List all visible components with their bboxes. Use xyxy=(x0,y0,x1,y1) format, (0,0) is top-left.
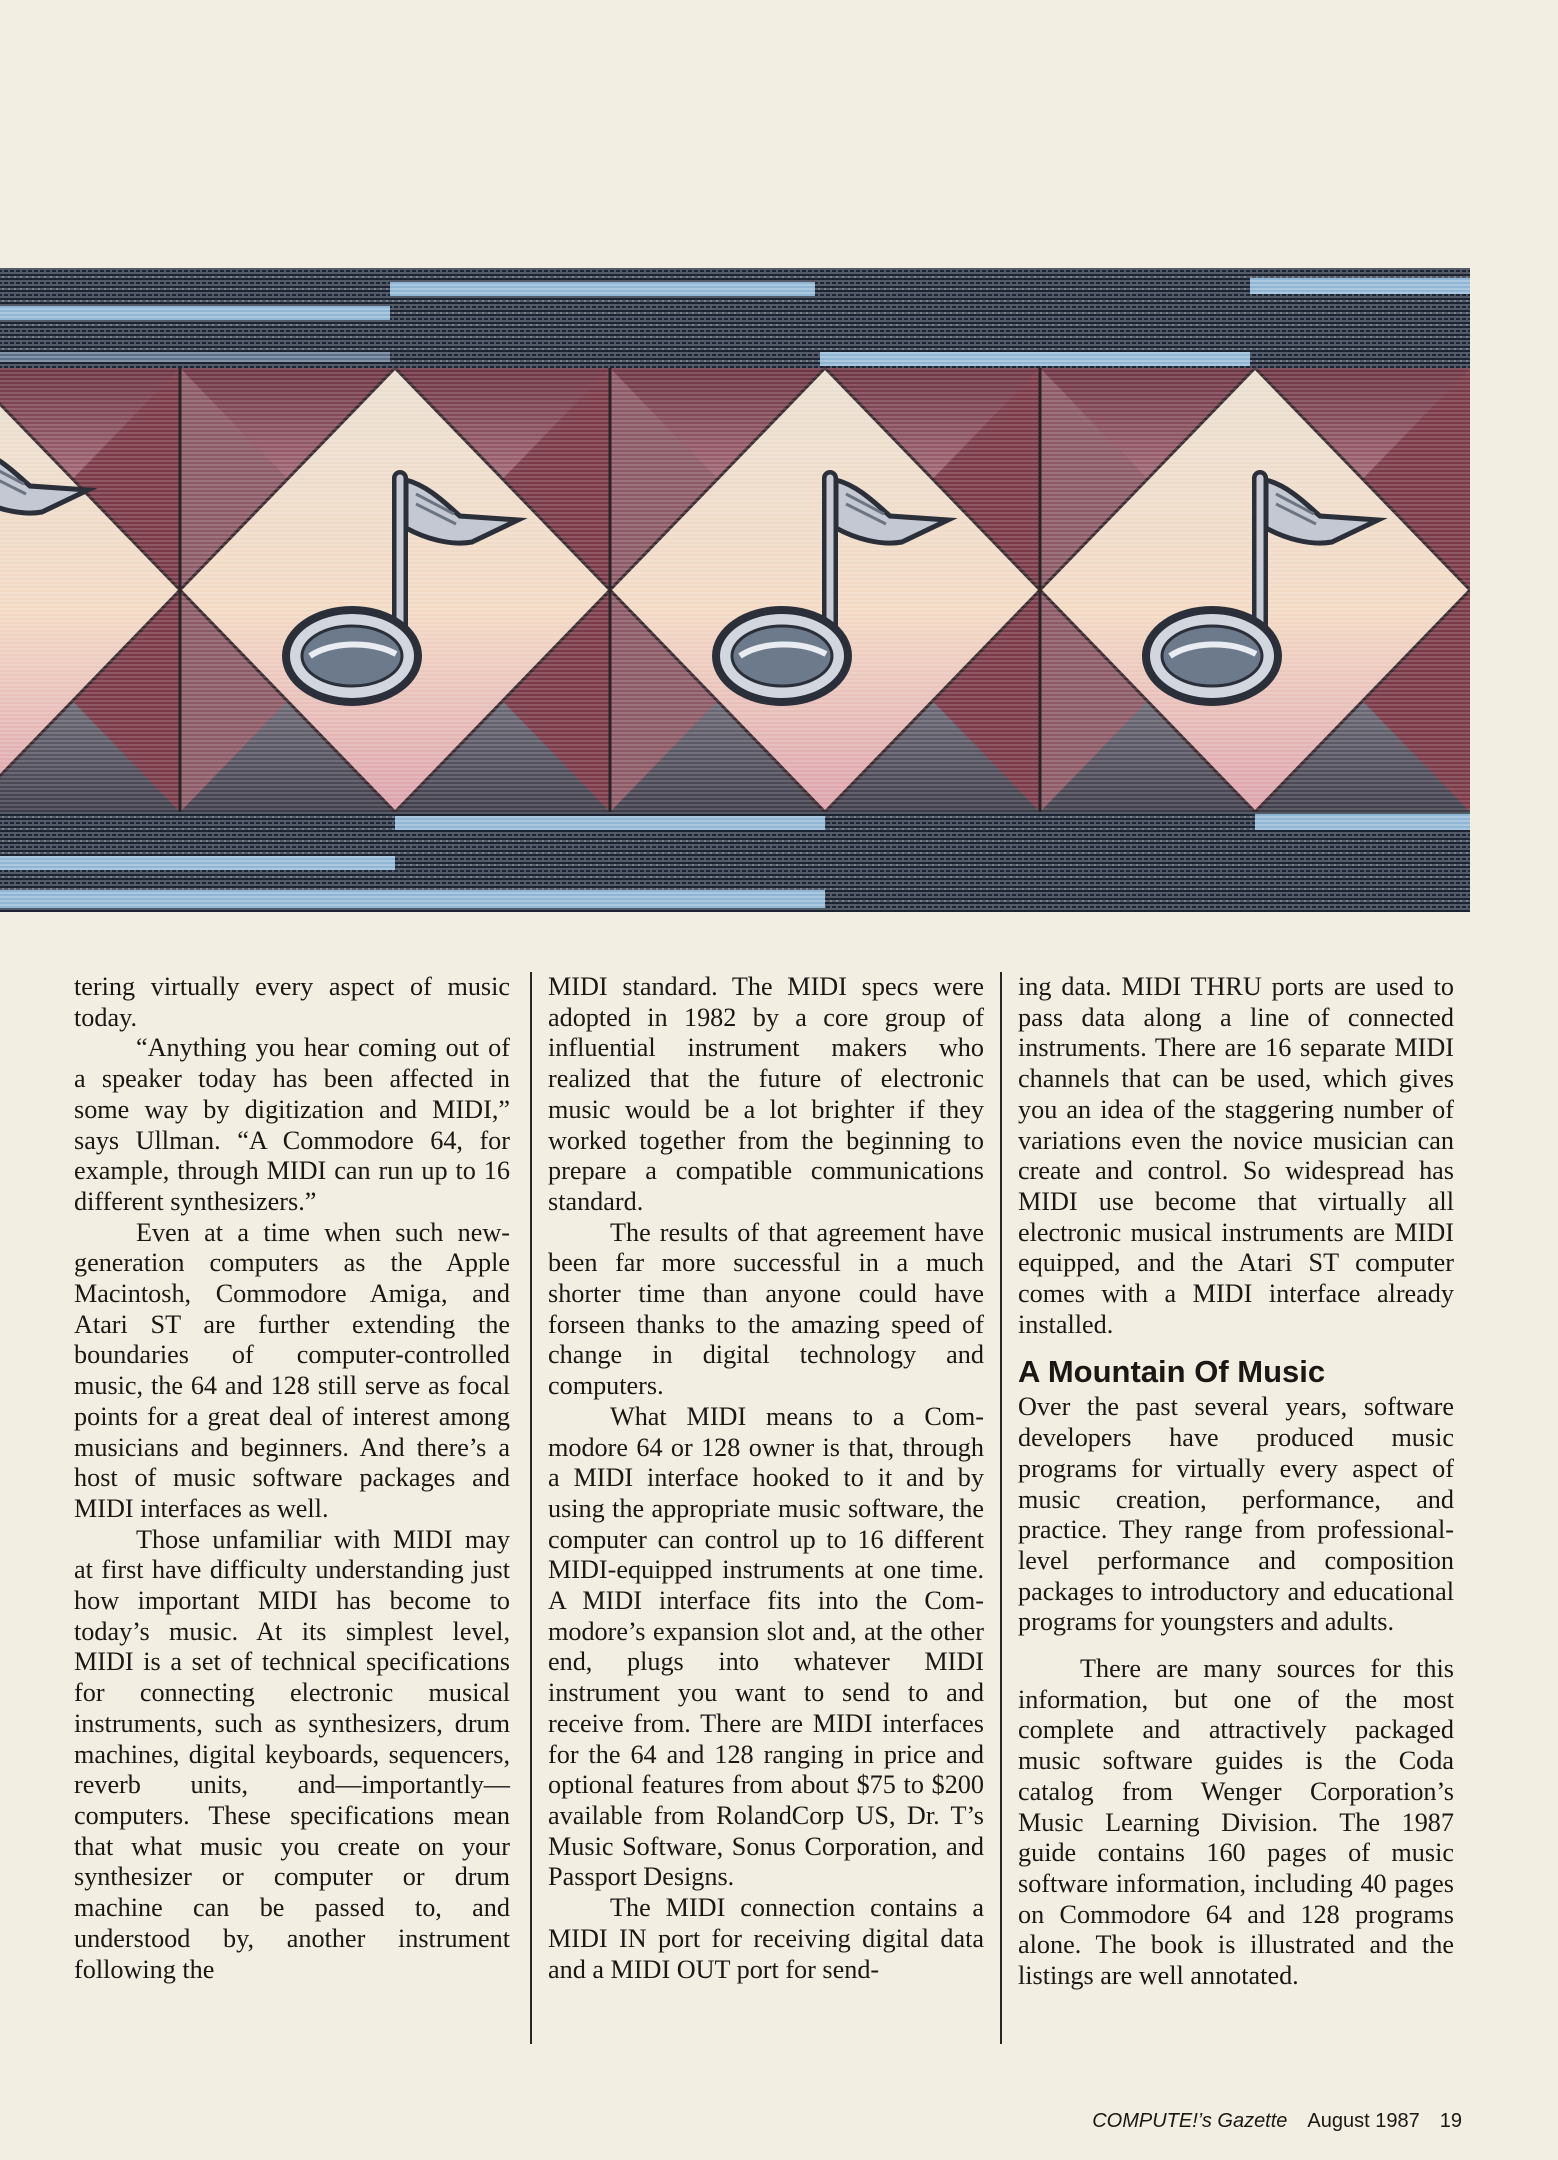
column-divider xyxy=(1000,972,1002,2044)
page-number: 19 xyxy=(1439,2110,1462,2132)
paragraph: MIDI standard. The MIDI specs were adopted in 1982 by a core group of influential instrument makers who realized that the future of electronic music would be a lot brighter if they worked together from the beginning to prepare a compatible communications standard. xyxy=(548,972,984,1216)
paragraph: The results of that agreement have been far more successful in a much shorter time than anyone could have forseen thanks to the amazing speed of change in digital technology and computers. xyxy=(548,1217,984,1401)
issue-date: August 1987 xyxy=(1307,2110,1420,2132)
article-column-3 xyxy=(1018,972,1454,1992)
page-footer xyxy=(1092,2110,1462,2133)
paragraph: The MIDI connection contains a MIDI IN port for receiving digital data and a MIDI OUT port for send- xyxy=(548,1893,984,1984)
paragraph: Those unfamiliar with MIDI may at first have difficulty understanding just how important MIDI has become to today’s music. At its simplest level, MIDI is a set of technical specifications for connecting electronic musical instruments, such as synthesizers, drum machines, digital keyboards, sequencers, reverb units, and—importantly—computers. These specifications mean that what music you create on your synthesizer or computer or drum machine can be passed to, and understood by, another instrument following the xyxy=(74,1524,510,1984)
paragraph: tering virtually every aspect of music today. xyxy=(74,972,510,1032)
paragraph: Even at a time when such new-generation computers as the Apple Macintosh, Commodore Amiga, and Atari ST are further extending the boundaries of computer-controlled music, the 64 and 128 still serve as focal points for a great deal of interest among musicians and beginners. And there’s a host of music software packages and MIDI interfaces as well. xyxy=(74,1217,510,1523)
paragraph: ing data. MIDI THRU ports are used to pass data along a line of connected instruments. There are 16 separate MIDI channels that can be used, which gives you an idea of the staggering number of variations even the novice musician can create and control. So widespread has MIDI use become that virtually all electronic musical instruments are MIDI equipped, and the Atari ST computer comes with a MIDI interface already installed. xyxy=(1018,972,1454,1339)
publication-name: COMPUTE!’s Gazette xyxy=(1092,2110,1288,2132)
paragraph: “Anything you hear coming out of a speaker today has been affected in some way by digitization and MIDI,” says Ullman. “A Commodore 64, for example, through MIDI can run up to 16 different synthesizers.” xyxy=(74,1033,510,1216)
column-divider xyxy=(530,972,532,2044)
article-column-2 xyxy=(548,972,984,1985)
music-note-banner-illustration xyxy=(0,268,1470,912)
article-column-1 xyxy=(74,972,510,1985)
paragraph: There are many sources for this information, but one of the most complete and attractively packaged music software guides is the Coda catalog from Wenger Corporation’s Music Learning Division. The 1987 guide contains 160 pages of music software information, including 40 pages on Commodore 64 and 128 programs alone. The book is illustrated and the listings are well annotated. xyxy=(1018,1654,1454,1991)
paragraph: What MIDI means to a Commodore 64 or 128 owner is that, through a MIDI interface hooked to it and by using the appropriate music software, the computer can control up to 16 different MIDI-equipped instruments at one time. A MIDI interface fits into the Commodore’s expansion slot and, at the other end, plugs into whatever MIDI instrument you want to send to and receive from. There are MIDI interfaces for the 64 and 128 ranging in price and optional features from about $75 to $200 available from RolandCorp US, Dr. T’s Music Software, Sonus Corporation, and Passport Designs. xyxy=(548,1401,984,1892)
section-heading: A Mountain Of Music xyxy=(1018,1354,1326,1390)
paragraph: Over the past several years, software developers have produced music programs for virtually every aspect of music creation, performance, and practice. They range from professional-level performance and composition packages to introductory and educational programs for youngsters and adults. xyxy=(1018,1392,1454,1637)
